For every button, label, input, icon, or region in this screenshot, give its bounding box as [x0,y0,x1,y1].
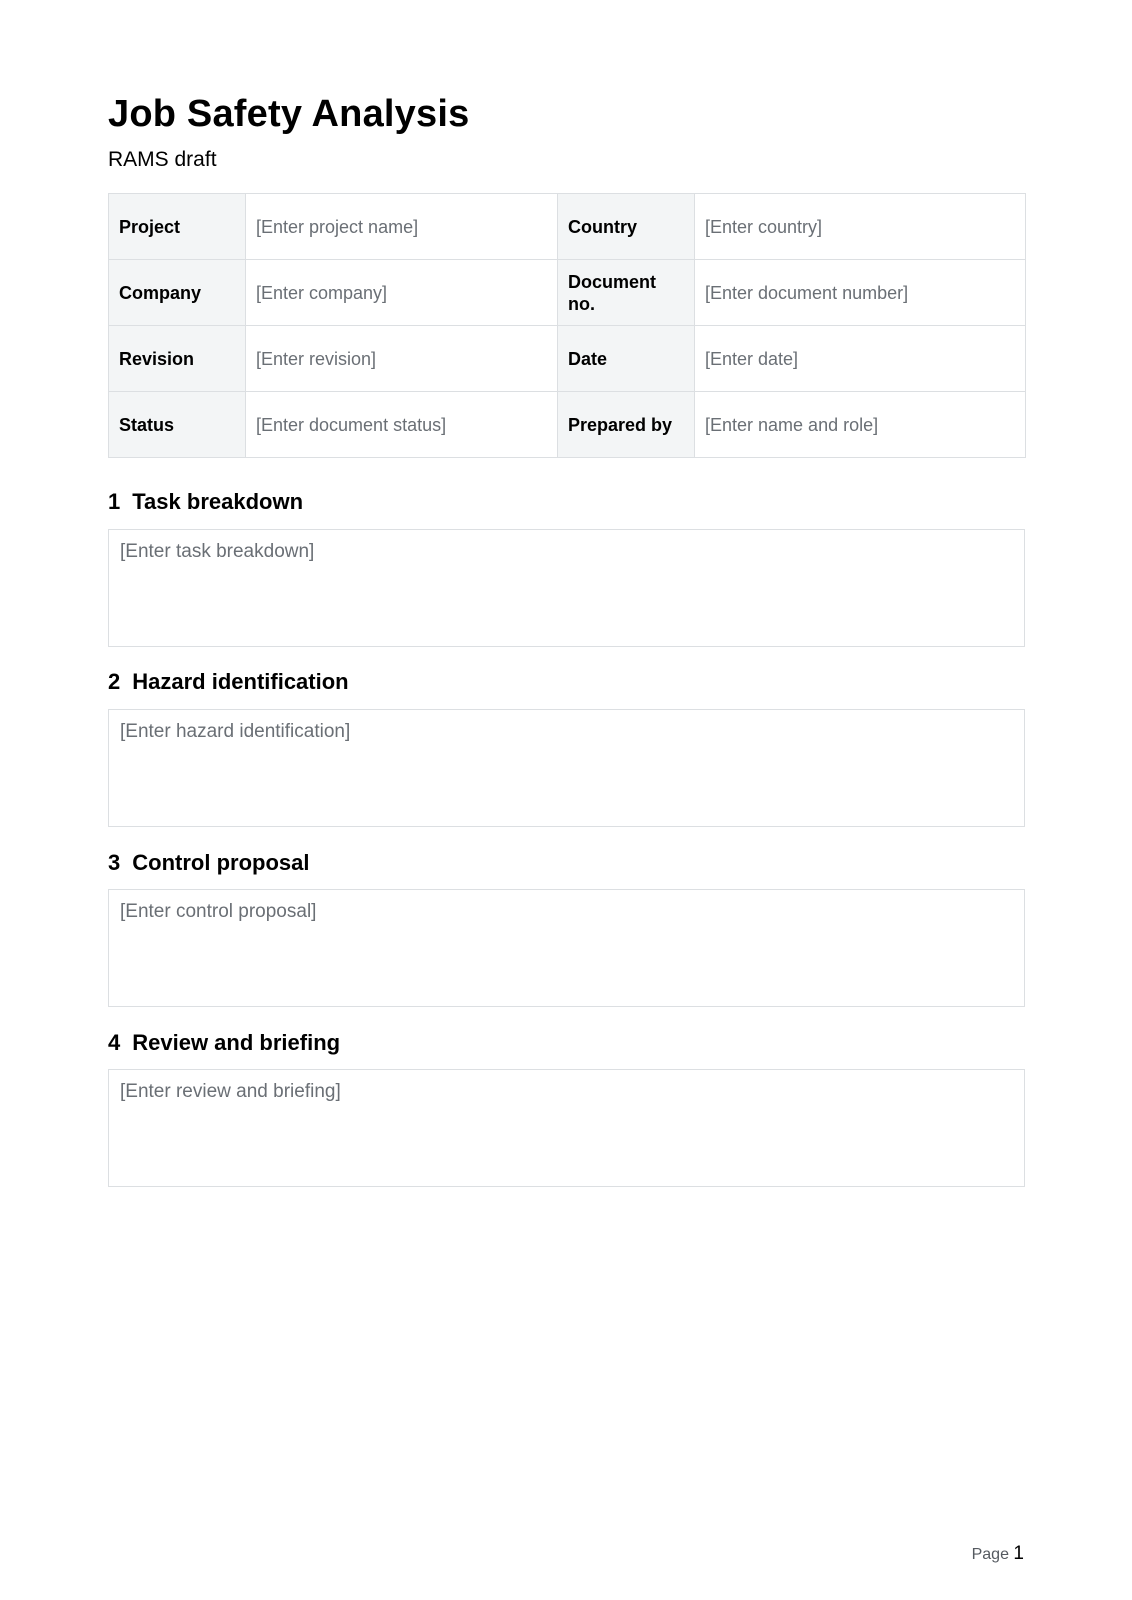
section-heading-control-proposal [108,850,309,876]
company-label: Company [109,260,246,326]
project-field[interactable]: [Enter project name] [246,194,558,260]
section-number: 1 [108,489,121,514]
section-number: 3 [108,850,121,875]
info-row-company [109,260,1026,326]
info-row-status [109,392,1026,458]
status-field[interactable]: [Enter document status] [246,392,558,458]
project-label: Project [109,194,246,260]
prepared-by-field[interactable]: [Enter name and role] [695,392,1026,458]
revision-field[interactable]: [Enter revision] [246,326,558,392]
document-info-table [108,193,1026,458]
task-breakdown-field[interactable]: [Enter task breakdown] [108,529,1025,647]
section-title: Task breakdown [132,489,304,514]
status-label: Status [109,392,246,458]
info-row-revision [109,326,1026,392]
info-row-project [109,194,1026,260]
revision-label: Revision [109,326,246,392]
section-number: 2 [108,669,121,694]
page-number: 1 [1013,1543,1024,1564]
country-field[interactable]: [Enter country] [695,194,1026,260]
company-field[interactable]: [Enter company] [246,260,558,326]
document-subtitle: RAMS draft [108,148,217,171]
section-heading-review-and-briefing [108,1030,340,1056]
document-number-field[interactable]: [Enter document number] [695,260,1026,326]
page-label: Page [971,1546,1009,1563]
document-title: Job Safety Analysis [108,93,470,135]
section-title: Review and briefing [132,1030,341,1055]
section-title: Hazard identification [132,669,349,694]
section-title: Control proposal [132,850,310,875]
hazard-identification-field[interactable]: [Enter hazard identification] [108,709,1025,827]
control-proposal-field[interactable]: [Enter control proposal] [108,889,1025,1007]
review-and-briefing-field[interactable]: [Enter review and briefing] [108,1069,1025,1187]
prepared-by-label: Prepared by [558,392,695,458]
section-heading-task-breakdown [108,489,303,515]
page-footer [972,1542,1024,1567]
date-field[interactable]: [Enter date] [695,326,1026,392]
section-number: 4 [108,1030,121,1055]
country-label: Country [558,194,695,260]
document-number-label: Document no. [558,260,695,326]
date-label: Date [558,326,695,392]
section-heading-hazard-identification [108,669,349,695]
